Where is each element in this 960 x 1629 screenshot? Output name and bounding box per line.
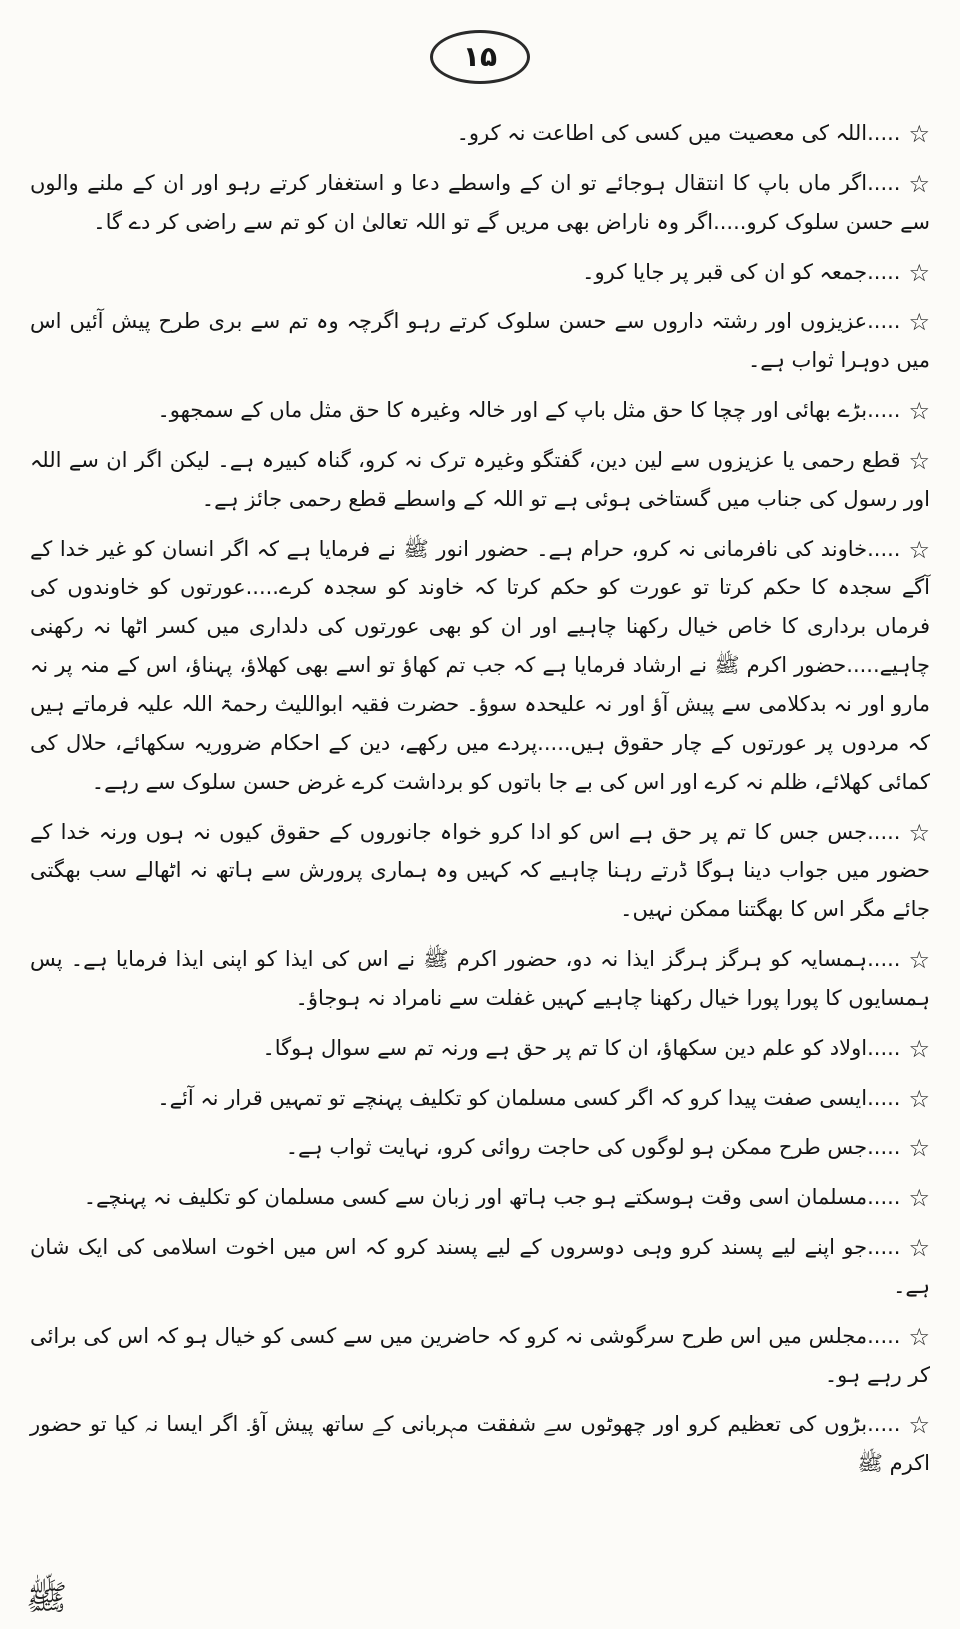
- item-text: .....ہمسایہ کو ہرگز ہرگز ایذا نہ دو، حضور اکرم ﷺ نے اس کی ایذا کو اپنی ایذا فرمایا ہے۔ پس ہمسایوں کا پورا پورا خیال رکھنا چاہیے کہیں غفلت سے نامراد نہ ہوجاؤ۔: [30, 947, 930, 1010]
- list-item: [30, 940, 930, 1018]
- item-text: .....ایسی صفت پیدا کرو کہ اگر کسی مسلمان کو تکلیف پہنچے تو تمہیں قرار نہ آئے۔: [157, 1085, 901, 1110]
- item-text: .....مجلس میں اس طرح سرگوشی نہ کرو کہ حاضرین میں سے کسی کو خیال ہو کہ اس کی برائی کر رہے ہو۔: [30, 1323, 930, 1387]
- item-text: .....جس طرح ممکن ہو لوگوں کی حاجت روائی کرو، نہایت ثواب ہے۔: [285, 1135, 901, 1160]
- star-bullet-icon: ☆: [908, 1034, 930, 1063]
- star-bullet-icon: ☆: [908, 535, 930, 564]
- list-item: [30, 253, 930, 292]
- star-bullet-icon: ☆: [908, 308, 930, 337]
- star-bullet-icon: ☆: [908, 946, 930, 975]
- item-text: .....جمعہ کو ان کی قبر پر جایا کرو۔: [582, 259, 901, 284]
- item-text: .....جس جس کا تم پر حق ہے اس کو ادا کرو خواہ جانوروں کے حقوق کیوں نہ ہوں ورنہ خدا کے حضور میں جواب دینا ہوگا ڈرتے رہنا چاہیے کہ کہیں وہ ہماری پرورش سے ہاتھ نہ اٹھالے سب بھگتی جائے مگر اس کا بھگتنا ممکن نہیں۔: [30, 819, 930, 922]
- star-bullet-icon: ☆: [908, 397, 930, 426]
- item-text: .....مسلمان اسی وقت ہوسکتے ہو جب ہاتھ اور زبان سے کسی مسلمان کو تکلیف نہ پہنچے۔: [83, 1185, 901, 1210]
- list-item: [30, 302, 930, 380]
- list-item: [30, 1405, 930, 1483]
- list-item: [30, 530, 930, 802]
- item-text: .....بڑوں کی تعظیم کرو اور چھوٹوں سے شفقت مہربانی کے ساتھ پیش آؤ۔ اگر ایسا نہ کیا تو حضور اکرم ﷺ: [30, 1412, 930, 1476]
- star-bullet-icon: ☆: [908, 1134, 930, 1163]
- list-item: [30, 1128, 930, 1167]
- list-item: [30, 441, 930, 519]
- star-bullet-icon: ☆: [908, 818, 930, 847]
- list-item: [30, 1029, 930, 1068]
- page-number-badge: [430, 30, 530, 84]
- list-item: [30, 1228, 930, 1306]
- star-bullet-icon: ☆: [908, 258, 930, 287]
- list-item: [30, 164, 930, 242]
- star-bullet-icon: ☆: [908, 1184, 930, 1213]
- star-bullet-icon: ☆: [908, 169, 930, 198]
- star-bullet-icon: ☆: [908, 446, 930, 475]
- star-bullet-icon: ☆: [908, 120, 930, 148]
- bullet-list: [30, 114, 930, 1483]
- list-item: [30, 114, 930, 153]
- item-text: .....خاوند کی نافرمانی نہ کرو، حرام ہے۔ حضور انور ﷺ نے فرمایا ہے کہ اگر انسان کو غیر خدا کے آگے سجدہ کا حکم کرتا تو عورت کو حکم کرتا کہ خاوند کو سجدہ کرے.....عورتوں کو خاوندوں کی فرماں برداری کا خاص خیال رکھنا چاہیے اور ان کو بھی عورتوں کی دلداری میں کسر اٹھا نہ رکھنی چاہیے.....حضور اکرم ﷺ نے ارشاد فرمایا ہے کہ جب تم کھاؤ تو اسے بھی کھلاؤ، پہناؤ، اس کے منہ پر نہ مارو اور نہ بدکلامی سے پیش آؤ اور نہ علیحدہ سوؤ۔ حضرت فقیہ ابواللیث رحمۃ اللہ علیہ فرماتے ہیں کہ مردوں پر عورتوں کے چار حقوق ہیں.....پردے میں رکھے، دین کے احکام ضروریہ سکھائے، حلال کی کمائی کھلائے، ظلم نہ کرے اور اس کی بے جا باتوں کو برداشت کرے غرض حسن سلوک سے رہے۔: [30, 536, 930, 794]
- item-text: .....اگر ماں باپ کا انتقال ہوجائے تو ان کے واسطے دعا و استغفار کرتے رہو اور ان کے ملنے والوں سے حسن سلوک کرو.....اگر وہ ناراض بھی مریں گے تو اللہ تعالیٰ ان کو تم سے راضی کر دے گا۔: [30, 170, 930, 234]
- star-bullet-icon: ☆: [908, 1084, 930, 1113]
- star-bullet-icon: ☆: [908, 1322, 930, 1351]
- list-item: [30, 1079, 930, 1118]
- list-item: [30, 813, 930, 930]
- item-text: .....عزیزوں اور رشتہ داروں سے حسن سلوک کرتے رہو اگرچہ وہ تم سے بری طرح پیش آئیں اس میں دوہرا ثواب ہے۔: [30, 309, 930, 373]
- item-text: .....جو اپنے لیے پسند کرو وہی دوسروں کے لیے پسند کرو کہ اس میں اخوت اسلامی کی ایک شان ہے۔: [30, 1235, 930, 1298]
- list-item: [30, 1317, 930, 1395]
- item-text: .....اولاد کو علم دین سکھاؤ، ان کا تم پر حق ہے ورنہ تم سے سوال ہوگا۔: [262, 1035, 901, 1060]
- item-text: قطع رحمی یا عزیزوں سے لین دین، گفتگو وغیرہ ترک نہ کرو، گناہ کبیرہ ہے۔ لیکن اگر ان سے اللہ اور رسول کی جناب میں گستاخی ہوئی ہے تو اللہ کے واسطے قطع رحمی جائز ہے۔: [30, 447, 930, 511]
- star-bullet-icon: ☆: [908, 1411, 930, 1440]
- star-bullet-icon: ☆: [908, 1234, 930, 1263]
- list-item: [30, 1178, 930, 1217]
- sallallahu-calligraphy-icon: ﷺ: [26, 1578, 68, 1618]
- page-number: ۱۵: [462, 40, 498, 73]
- item-text: .....بڑے بھائی اور چچا کا حق مثل باپ کے اور خالہ وغیرہ کا حق مثل ماں کے سمجھو۔: [157, 398, 901, 423]
- list-item: [30, 391, 930, 430]
- item-text: .....اللہ کی معصیت میں کسی کی اطاعت نہ کرو۔: [456, 121, 901, 145]
